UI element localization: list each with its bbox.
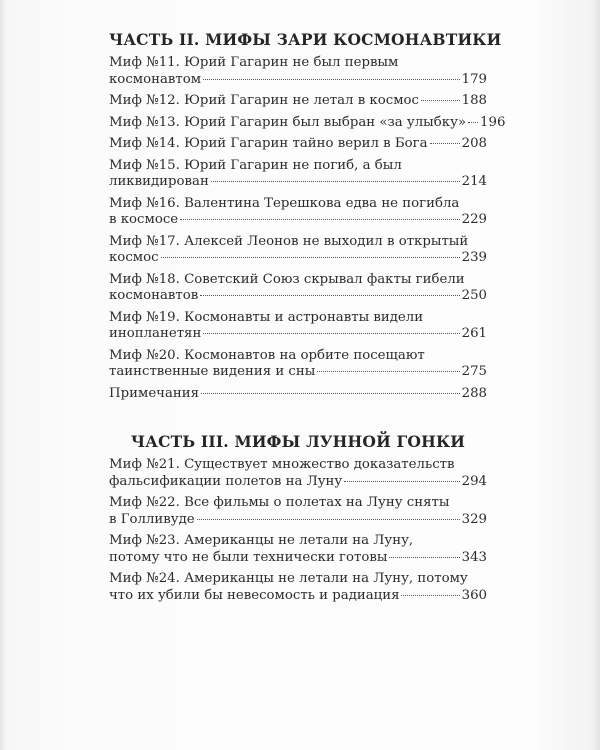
- page-number: 288: [461, 385, 487, 401]
- page-number: 294: [461, 473, 487, 489]
- page-number: 179: [461, 71, 487, 87]
- toc-entry-text-line1: Миф №23. Американцы не летали на Луну,: [109, 533, 414, 548]
- page-number: 329: [461, 511, 487, 527]
- dot-leader: [468, 121, 478, 123]
- page-number: 343: [461, 549, 487, 565]
- dot-leader: [197, 518, 460, 520]
- dot-leader: [180, 218, 459, 220]
- dot-leader: [203, 78, 460, 80]
- toc-entry-text-line1: Миф №22. Все фильмы о полетах на Луну сняты: [109, 495, 450, 510]
- toc-entry-text-line2: что их убили бы невесомость и радиация: [109, 587, 400, 603]
- part-title: ЧАСТЬ II. МИФЫ ЗАРИ КОСМОНАВТИКИ: [109, 30, 502, 49]
- dot-leader: [421, 99, 460, 101]
- page-number: 360: [461, 587, 487, 603]
- page-edge-right: [592, 0, 600, 750]
- toc-entry-text: Примечания: [109, 385, 200, 401]
- toc-entry-text-line2: космонавтом: [109, 71, 202, 87]
- toc-entry-notes[interactable]: [109, 386, 487, 403]
- page-number: 275: [461, 364, 487, 379]
- toc-entry-myth-13[interactable]: [109, 114, 506, 132]
- dot-leader: [317, 370, 459, 372]
- dot-leader: [344, 480, 459, 482]
- toc-entry-text-line1: Миф №16. Валентина Терешкова едва не погибла: [109, 195, 460, 211]
- toc-entry-text-line1: Миф №18. Советский Союз скрывал факты гибели: [109, 271, 465, 287]
- toc-entry-myth-23[interactable]: [109, 533, 487, 566]
- toc-entry-myth-17[interactable]: [109, 234, 487, 267]
- toc-entry-text-line2: космонавтов: [109, 288, 199, 303]
- dot-leader: [201, 392, 460, 394]
- dot-leader: [389, 556, 459, 558]
- page-number: 229: [461, 212, 487, 227]
- table-of-contents: [109, 30, 506, 609]
- page-number: 239: [461, 250, 487, 265]
- toc-entry-text-line2: в космосе: [109, 212, 179, 227]
- toc-entry-myth-22[interactable]: [109, 495, 487, 528]
- toc-entry-text: Миф №13. Юрий Гагарин был выбран «за улыбку»: [109, 114, 467, 130]
- page-number: 261: [461, 326, 487, 341]
- toc-entry-text-line1: Миф №21. Существует множество доказательств: [109, 457, 455, 472]
- toc-entry-myth-18[interactable]: [109, 272, 487, 305]
- dot-leader: [430, 142, 460, 144]
- toc-entry-myth-21[interactable]: [109, 457, 487, 490]
- part-title: ЧАСТЬ III. МИФЫ ЛУННОЙ ГОНКИ: [130, 432, 466, 451]
- page-number: 196: [480, 114, 506, 130]
- toc-entry-text-line2: фальсификации полетов на Луну: [109, 473, 343, 489]
- dot-leader: [161, 256, 460, 258]
- toc-entry-text-line2: космос: [109, 250, 159, 265]
- toc-entry-text-line1: Миф №15. Юрий Гагарин не погиб, а был: [109, 157, 402, 173]
- toc-entry-text-line1: Миф №20. Космонавтов на орбите посещают: [109, 347, 425, 363]
- toc-entry-text-line2: потому что не были технически готовы: [109, 549, 388, 565]
- dot-leader: [401, 594, 459, 596]
- toc-entry-text-line2: в Голливуде: [109, 511, 195, 527]
- toc-entry-myth-16[interactable]: [109, 196, 487, 229]
- page-number: 214: [461, 174, 487, 189]
- toc-entry-text: Миф №12. Юрий Гагарин не летал в космос: [109, 93, 419, 108]
- page-number: 250: [461, 288, 487, 303]
- page-number: 188: [461, 93, 487, 108]
- toc-entry-text-line2: таинственные видения и сны: [109, 364, 316, 379]
- toc-entry-myth-15[interactable]: [109, 158, 487, 191]
- toc-entry-text: Миф №14. Юрий Гагарин тайно верил в Бога: [109, 136, 428, 151]
- toc-entry-text-line1: Миф №19. Космонавты и астронавты видели: [109, 309, 424, 325]
- toc-entry-text-line1: Миф №17. Алексей Леонов не выходил в открытый: [109, 233, 469, 249]
- toc-entry-text-line1: Миф №24. Американцы не летали на Луну, потому: [109, 571, 468, 586]
- page-number: 208: [461, 136, 487, 151]
- dot-leader: [200, 294, 459, 296]
- toc-entry-myth-20[interactable]: [109, 348, 487, 381]
- dot-leader: [211, 180, 460, 182]
- toc-entry-text-line2: ликвидирован: [109, 174, 209, 189]
- toc-entry-text-line2: инопланетян: [109, 326, 202, 341]
- toc-entry-myth-24[interactable]: [109, 571, 487, 604]
- toc-entry-text-line1: Миф №11. Юрий Гагарин не был первым: [109, 55, 399, 70]
- toc-entry-myth-11[interactable]: [109, 55, 487, 88]
- dot-leader: [203, 332, 459, 334]
- toc-entry-myth-19[interactable]: [109, 310, 487, 343]
- page-edge-left: [0, 0, 6, 750]
- toc-entry-myth-12[interactable]: [109, 93, 487, 110]
- toc-entry-myth-14[interactable]: [109, 136, 487, 153]
